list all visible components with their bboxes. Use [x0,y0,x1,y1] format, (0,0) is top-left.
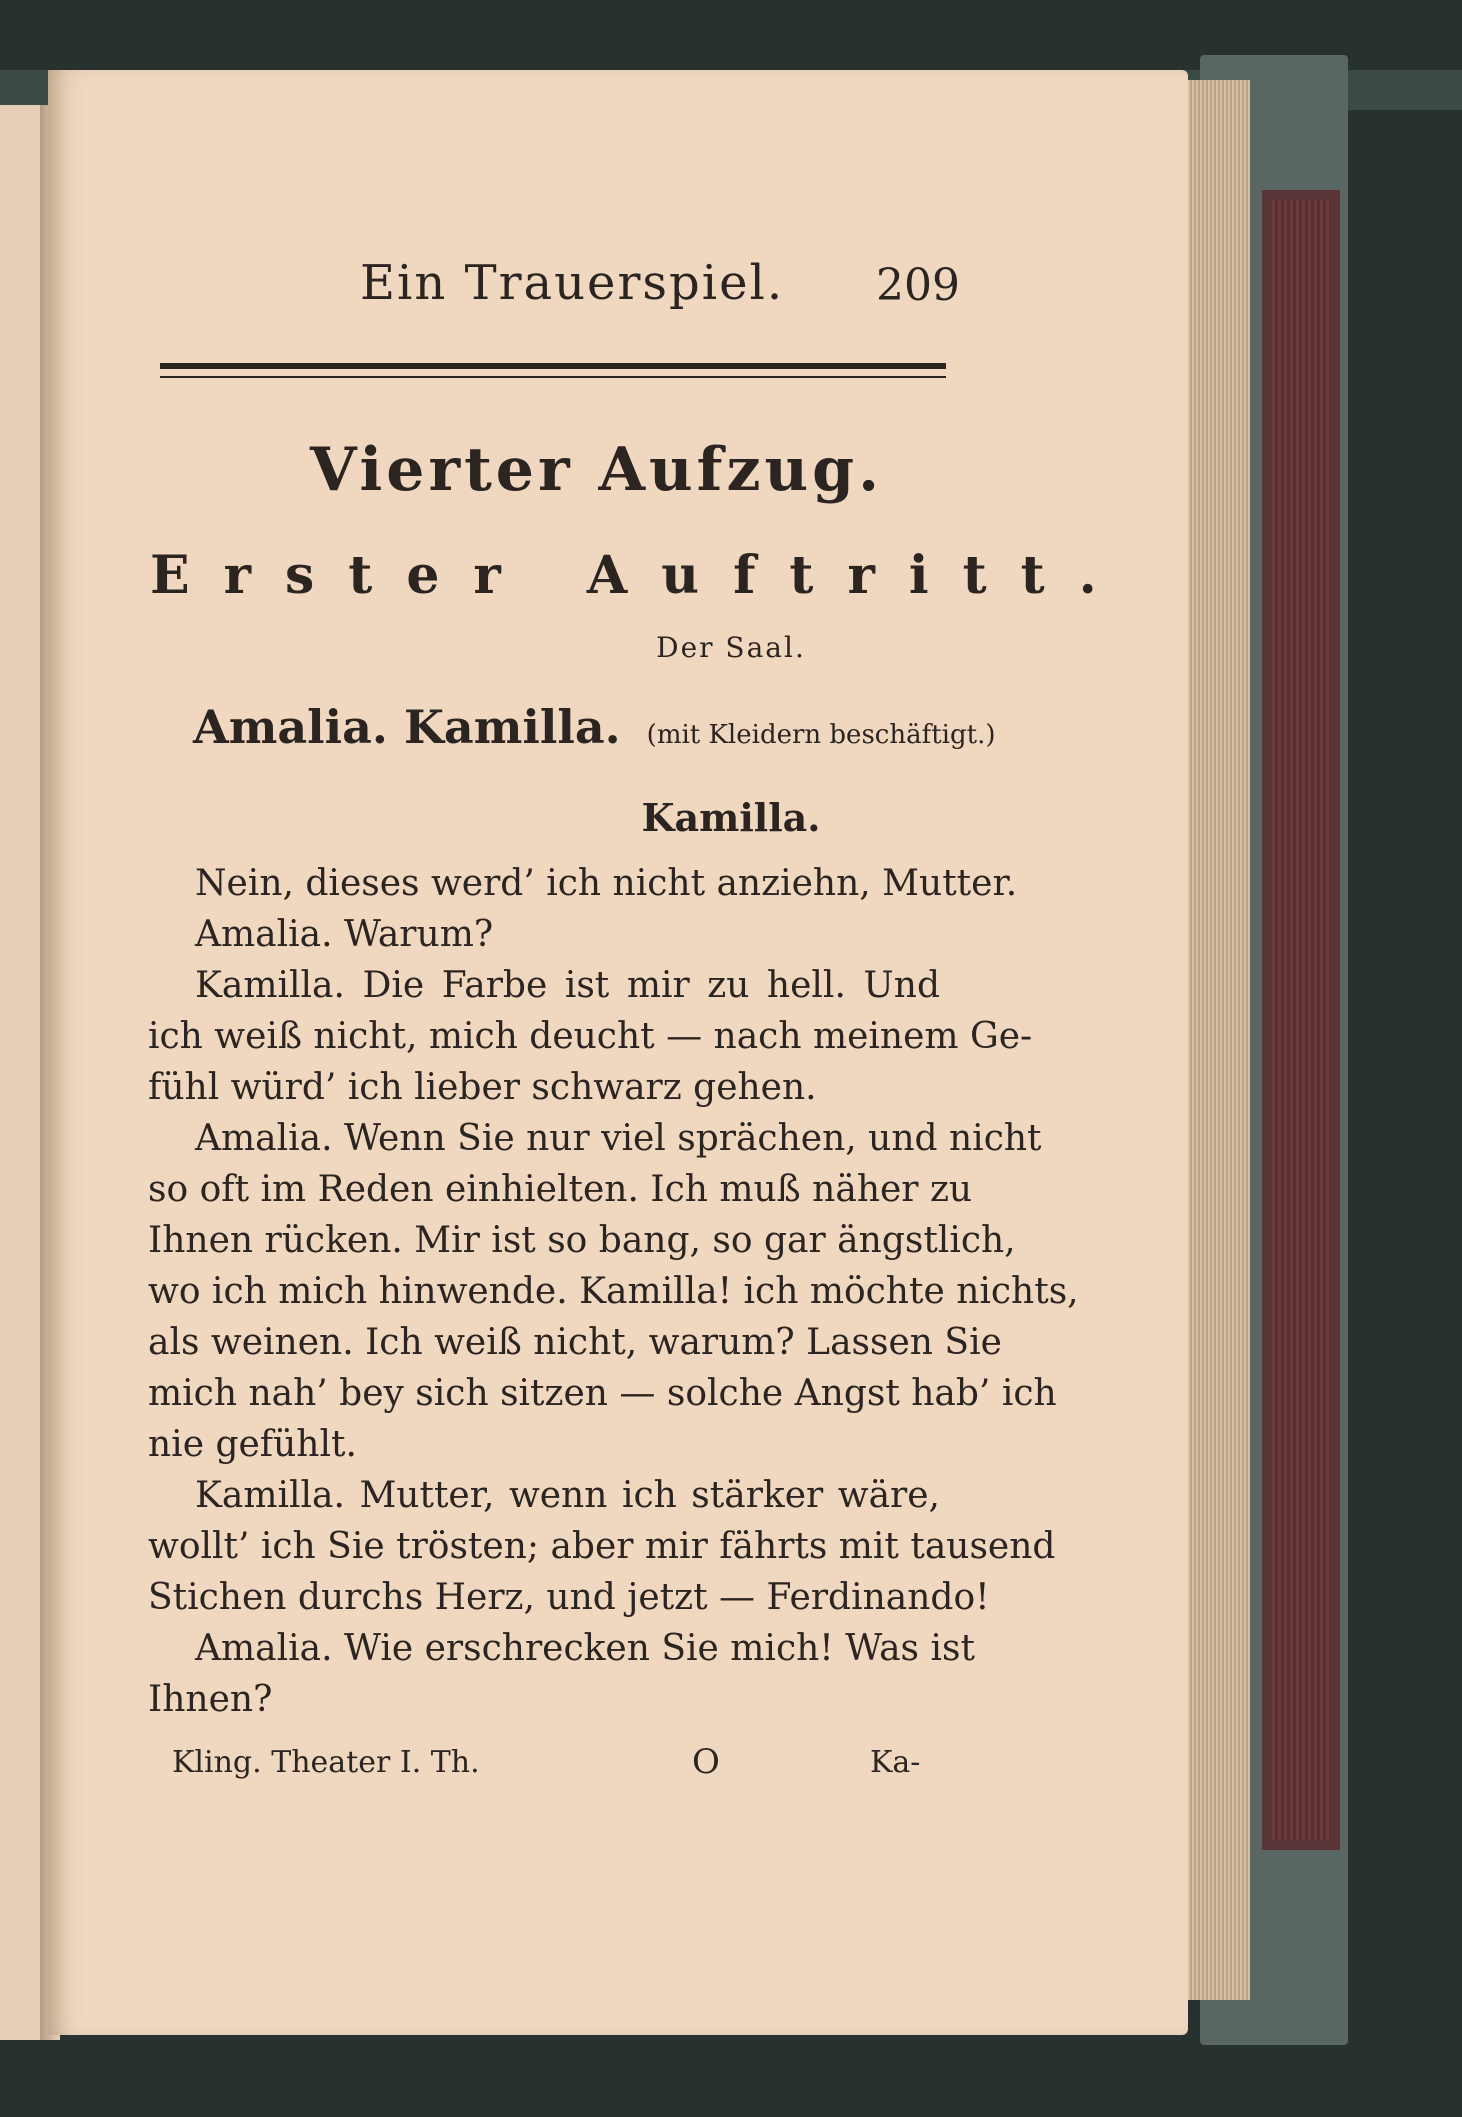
text-line: Amalia. Warum? [195,914,494,955]
header-rule-thick [160,363,946,369]
running-title: Ein Trauerspiel. [360,255,785,311]
signature-line: Kling. Theater I. Th. [172,1745,480,1780]
text-line: nie gefühlt. [148,1424,357,1465]
text-line: Kamilla. Die Farbe ist mir zu hell. Und [195,965,940,1006]
text-line: so oft im Reden einhielten. Ich muß näher zu [148,1169,973,1210]
text-line: fühl würd’ ich lieber schwarz gehen. [148,1067,817,1108]
text-line: Stichen durchs Herz, und jetzt — Ferdinando! [148,1577,990,1618]
stage-direction: (mit Kleidern beschäftigt.) [646,720,996,750]
page-number: 209 [876,260,960,311]
text-line: ich weiß nicht, mich deucht — nach meinem Ge- [148,1016,1033,1057]
cast-names: Amalia. Kamilla. [193,700,621,754]
text-line: wollt’ ich Sie trösten; aber mir fährts mit tausend [148,1526,1056,1567]
catchword: Ka- [870,1745,921,1780]
text-line: Ihnen rücken. Mir ist so bang, so gar ängstlich, [148,1220,1016,1261]
text-line: Ihnen? [148,1679,273,1720]
cover-cloth-texture [1272,200,1330,1840]
text-line: als weinen. Ich weiß nicht, warum? Lassen Sie [148,1322,1002,1363]
text-line: Nein, dieses werd’ ich nicht anziehn, Mutter. [195,863,1018,904]
scene-setting: Der Saal. [656,631,806,664]
scene-heading: Erster Auftritt. [150,545,1131,606]
signature-mark: O [692,1742,720,1782]
text-line: Amalia. Wie erschrecken Sie mich! Was ist [195,1628,975,1669]
speaker-heading: Kamilla. [641,795,821,840]
header-rule-thin [160,376,946,378]
cast-list [193,700,995,754]
act-heading: Vierter Aufzug. [310,435,883,505]
dialogue-text [148,858,1079,1725]
text-line: Kamilla. Mutter, wenn ich stärker wäre, [195,1475,940,1516]
text-line: wo ich mich hinwende. Kamilla! ich möchte nichts, [148,1271,1079,1312]
text-line: mich nah’ bey sich sitzen — solche Angst hab’ ich [148,1373,1057,1414]
text-line: Amalia. Wenn Sie nur viel sprächen, und nicht [195,1118,1042,1159]
